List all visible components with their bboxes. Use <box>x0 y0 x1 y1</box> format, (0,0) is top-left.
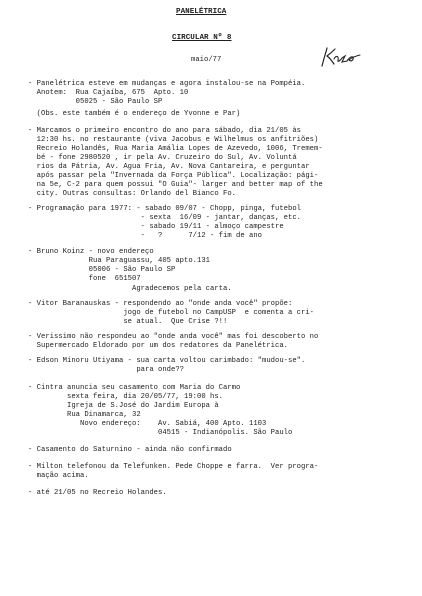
circular-date: maio/77 <box>191 56 222 64</box>
milton-line-1: - Milton telefonou da Telefunken. Pede Choppe e farra. Ver progra- <box>28 463 319 471</box>
cintra-line-5: Novo endereço: Av. Sabiá, 400 Apto. 1103 <box>28 420 267 428</box>
bruno-line-4: fone 651507 <box>28 275 141 283</box>
edson-line-2: para onde?? <box>28 366 184 374</box>
meeting-line-7: na 5e, C-2 para quem possui "O Guia"- larger and better map of the <box>28 181 323 189</box>
meeting-line-2: 12:30 hs. no restaurante (viva Jacobus e Wilhelmus os anfitriões) <box>28 136 319 144</box>
cintra-line-1: - Cintra anuncia seu casamento com Maria do Carmo <box>28 384 241 392</box>
meeting-line-1: - Marcamos o primeiro encontro do ano para sábado, dia 21/05 às <box>28 127 301 135</box>
milton-line-2: mação acima. <box>28 472 89 480</box>
org-title: PANELÉTRICA <box>176 8 227 16</box>
program-line-1: - Programação para 1977: - sabado 09/07 - Chopp, pinga, futebol <box>28 205 301 213</box>
cintra-line-6: 04515 - Indianópolis. São Paulo <box>28 429 293 437</box>
address-change-line-2: Anotem: Rua Cajaíba, 675 Apto. 10 <box>28 89 189 97</box>
signature-drawing <box>318 44 364 70</box>
meeting-line-8: city. Outras consultas: Orlando del Bianco Fo. <box>28 190 236 198</box>
program-line-3: - sabado 19/11 - almoço campestre <box>28 223 284 231</box>
edson-line-1: - Edson Minoru Utiyama - sua carta voltou carimbado: "mudou-se". <box>28 357 306 365</box>
vitor-line-1: - Vitor Baranauskas - respondendo ao "onde anda você" propõe: <box>28 300 293 308</box>
address-change-line-3: 05025 - São Paulo SP <box>28 98 163 106</box>
meeting-line-4: bé - fone 2980520 , ir pela Av. Cruzeiro do Sul, Av. Voluntá <box>28 154 297 162</box>
cintra-line-2: sexta feira, dia 20/05/77, 19:00 hs. <box>28 393 223 401</box>
bruno-line-3: 05006 - São Paulo SP <box>28 266 176 274</box>
vitor-line-3: se atual. Que Crise ?!! <box>28 318 228 326</box>
meeting-line-3: Recreio Holandês, Rua Maria Amália Lopes de Azevedo, 1006, Tremem- <box>28 145 323 153</box>
saturnino-line-1: - Casamento do Saturnino - ainda não confirmado <box>28 446 232 454</box>
cintra-line-3: Igreja de S.José do Jardim Europa à <box>28 402 219 410</box>
verissimo-line-2: Supermercado Eldorado por um dos redatores da Panelétrica. <box>28 342 288 350</box>
verissimo-line-1: - Verissimo não respondeu ao "onde anda você" mas foi descoberto no <box>28 333 319 341</box>
closing-line-1: - até 21/05 no Recreio Holandes. <box>28 489 167 497</box>
address-change-line-4: (Obs. este também é o endereço de Yvonne e Par) <box>28 110 241 118</box>
bruno-line-5: Agradecemos pela carta. <box>28 285 232 293</box>
bruno-line-1: - Bruno Koinz - novo endereço <box>28 248 154 256</box>
address-change-line-1: - Panelétrica esteve em mudanças e agora instalou-se na Pompéia. <box>28 80 306 88</box>
bruno-line-2: Rua Paraguassu, 405 apto.131 <box>28 257 210 265</box>
vitor-line-2: jogo de futebol no CampUSP e comenta a cri- <box>28 309 314 317</box>
program-line-2: - sexta 16/09 - jantar, danças, etc. <box>28 214 301 222</box>
program-line-4: - ? 7/12 - fim de ano <box>28 232 262 240</box>
circular-number: CIRCULAR Nº 8 <box>172 34 232 42</box>
meeting-line-5: rios da Pátria, Av. Agua Fria, Av. Nova Cantareira, e perguntar <box>28 163 310 171</box>
cintra-line-4: Rua Dinamarca, 32 <box>28 411 141 419</box>
meeting-line-6: após passar pela "Invernada da Força Pública". Localização: pági- <box>28 172 319 180</box>
handwritten-signature <box>318 44 364 70</box>
